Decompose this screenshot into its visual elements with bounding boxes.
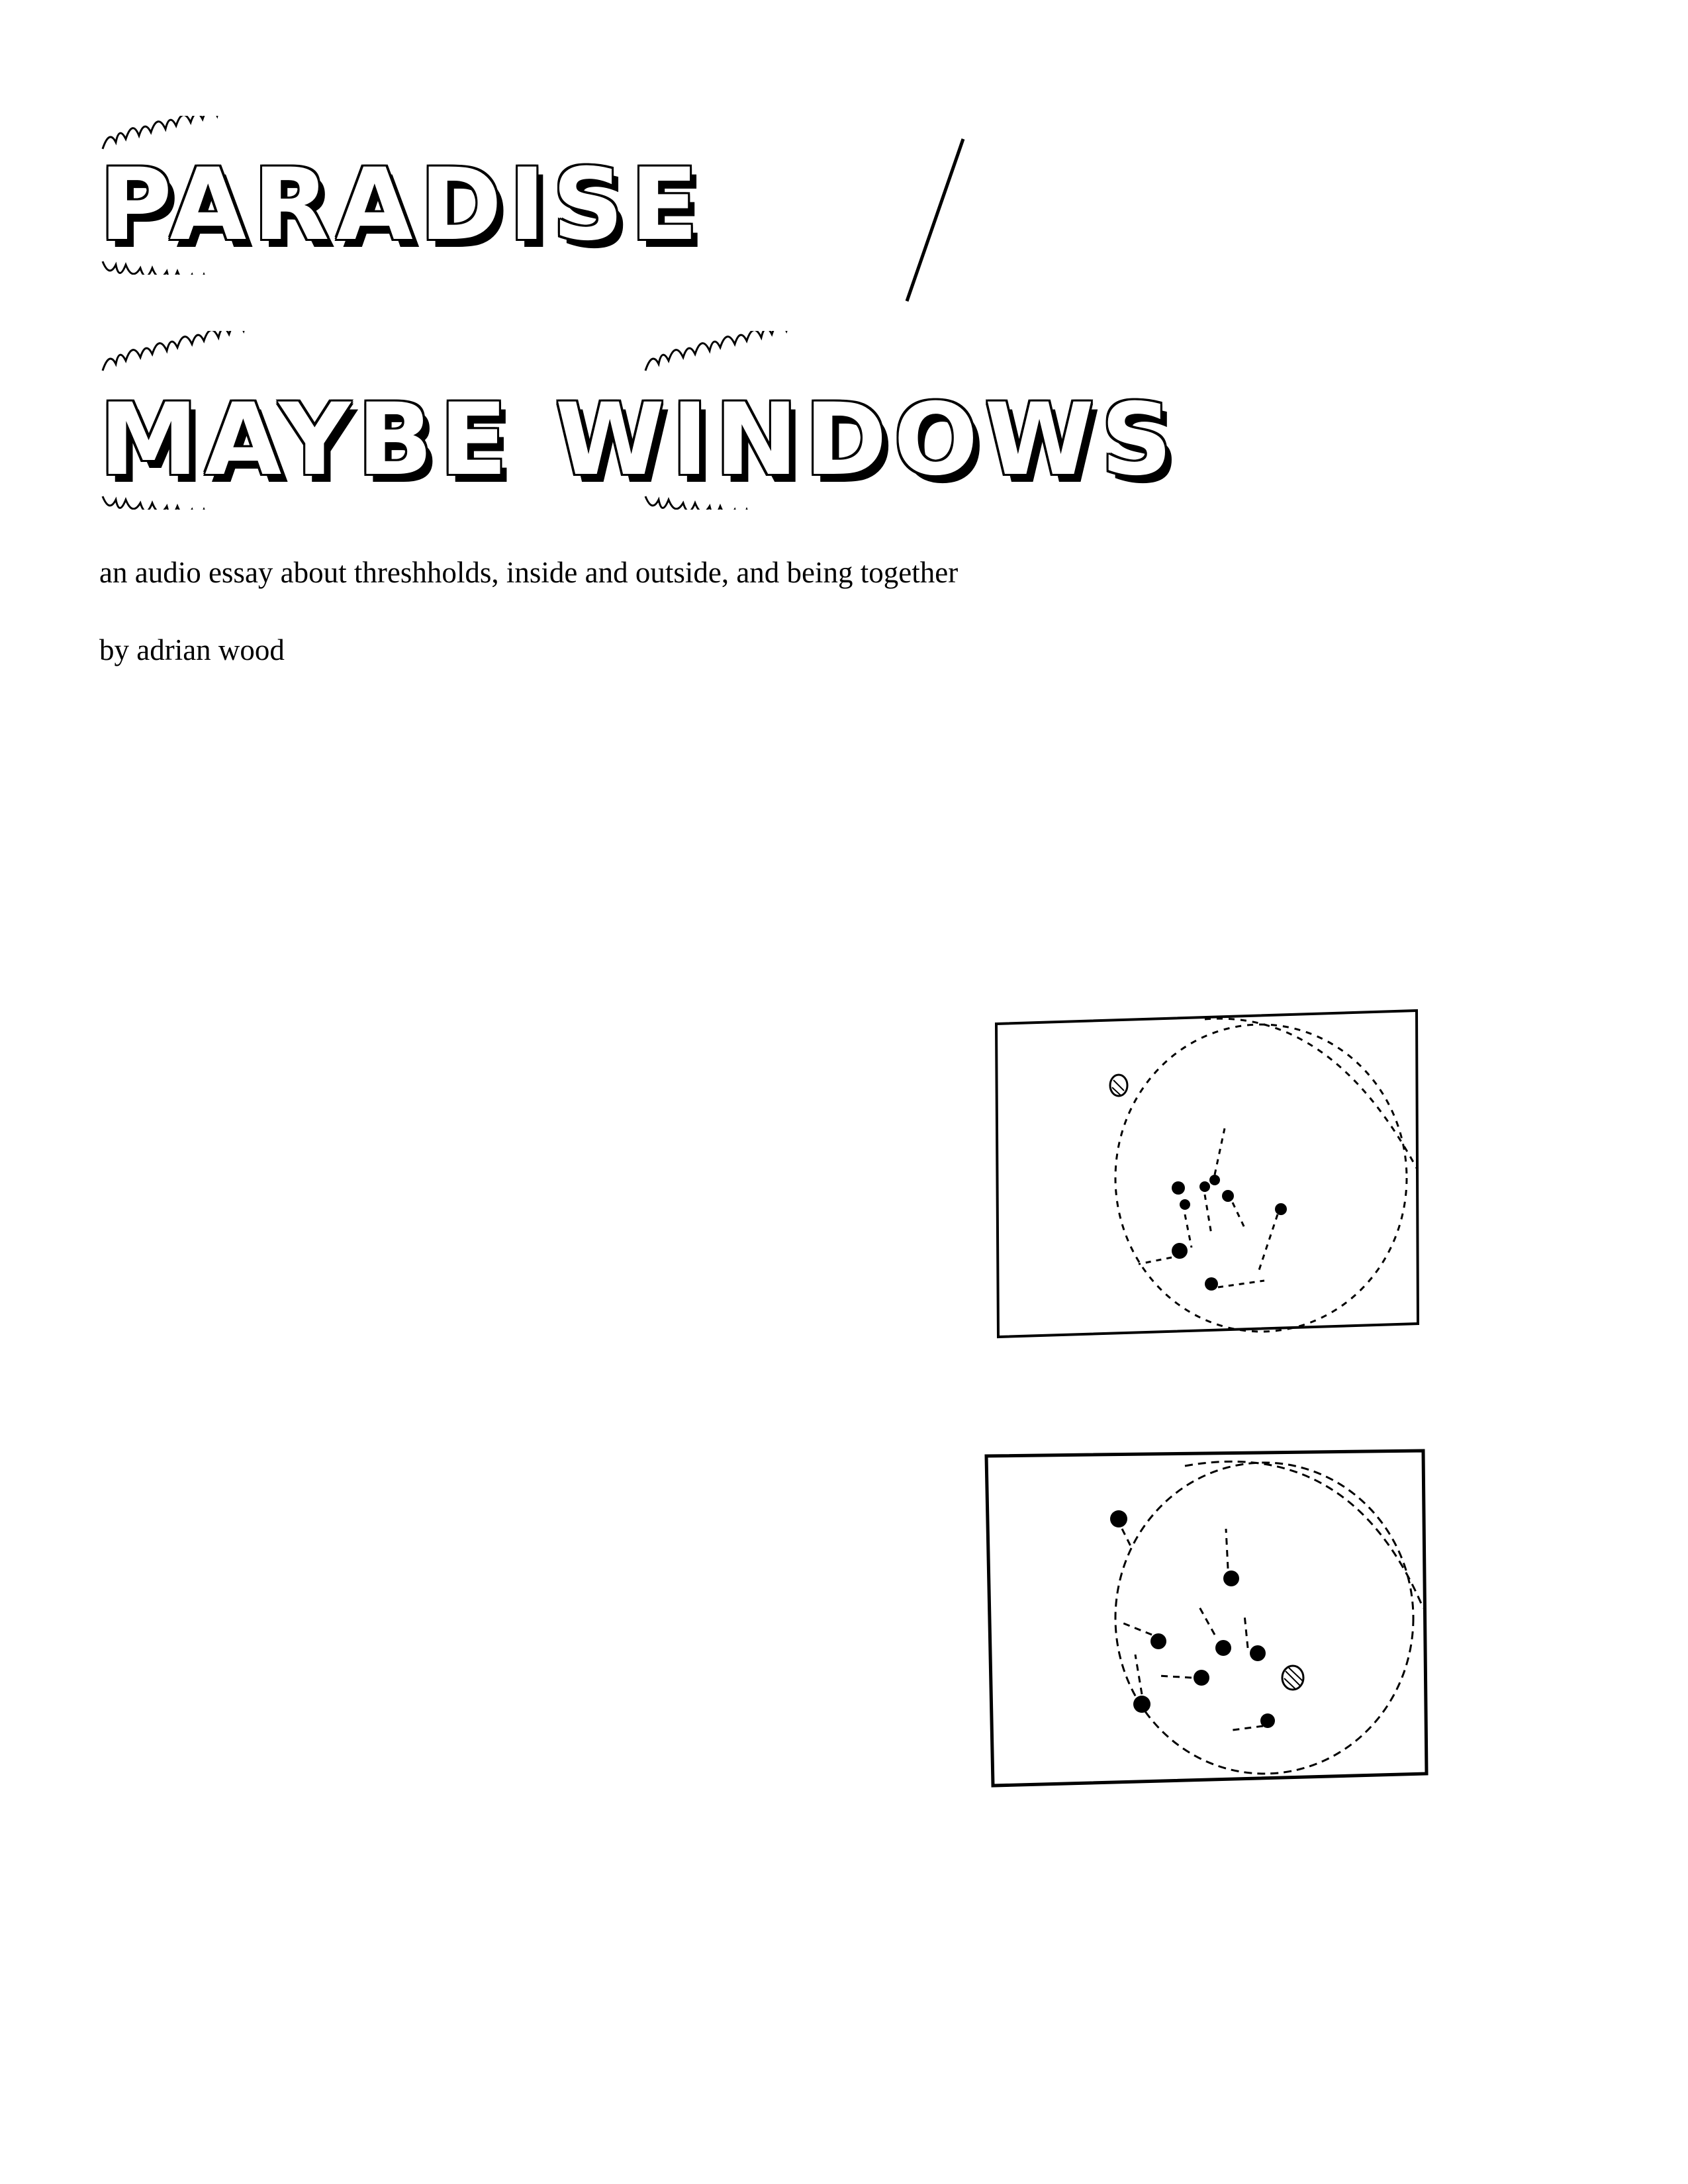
title-maybe-windows: MAYBE WINDOWS (99, 383, 1179, 498)
byline: by adrian wood (99, 633, 285, 666)
window-constellation-sketch-bottom-icon (980, 1436, 1430, 1800)
title-paradise: PARADISE (99, 148, 705, 263)
subtitle: an audio essay about threshholds, inside and outside, and being together (99, 556, 959, 589)
title-separator-slash (900, 136, 966, 308)
window-constellation-sketch-top-icon (986, 996, 1423, 1340)
